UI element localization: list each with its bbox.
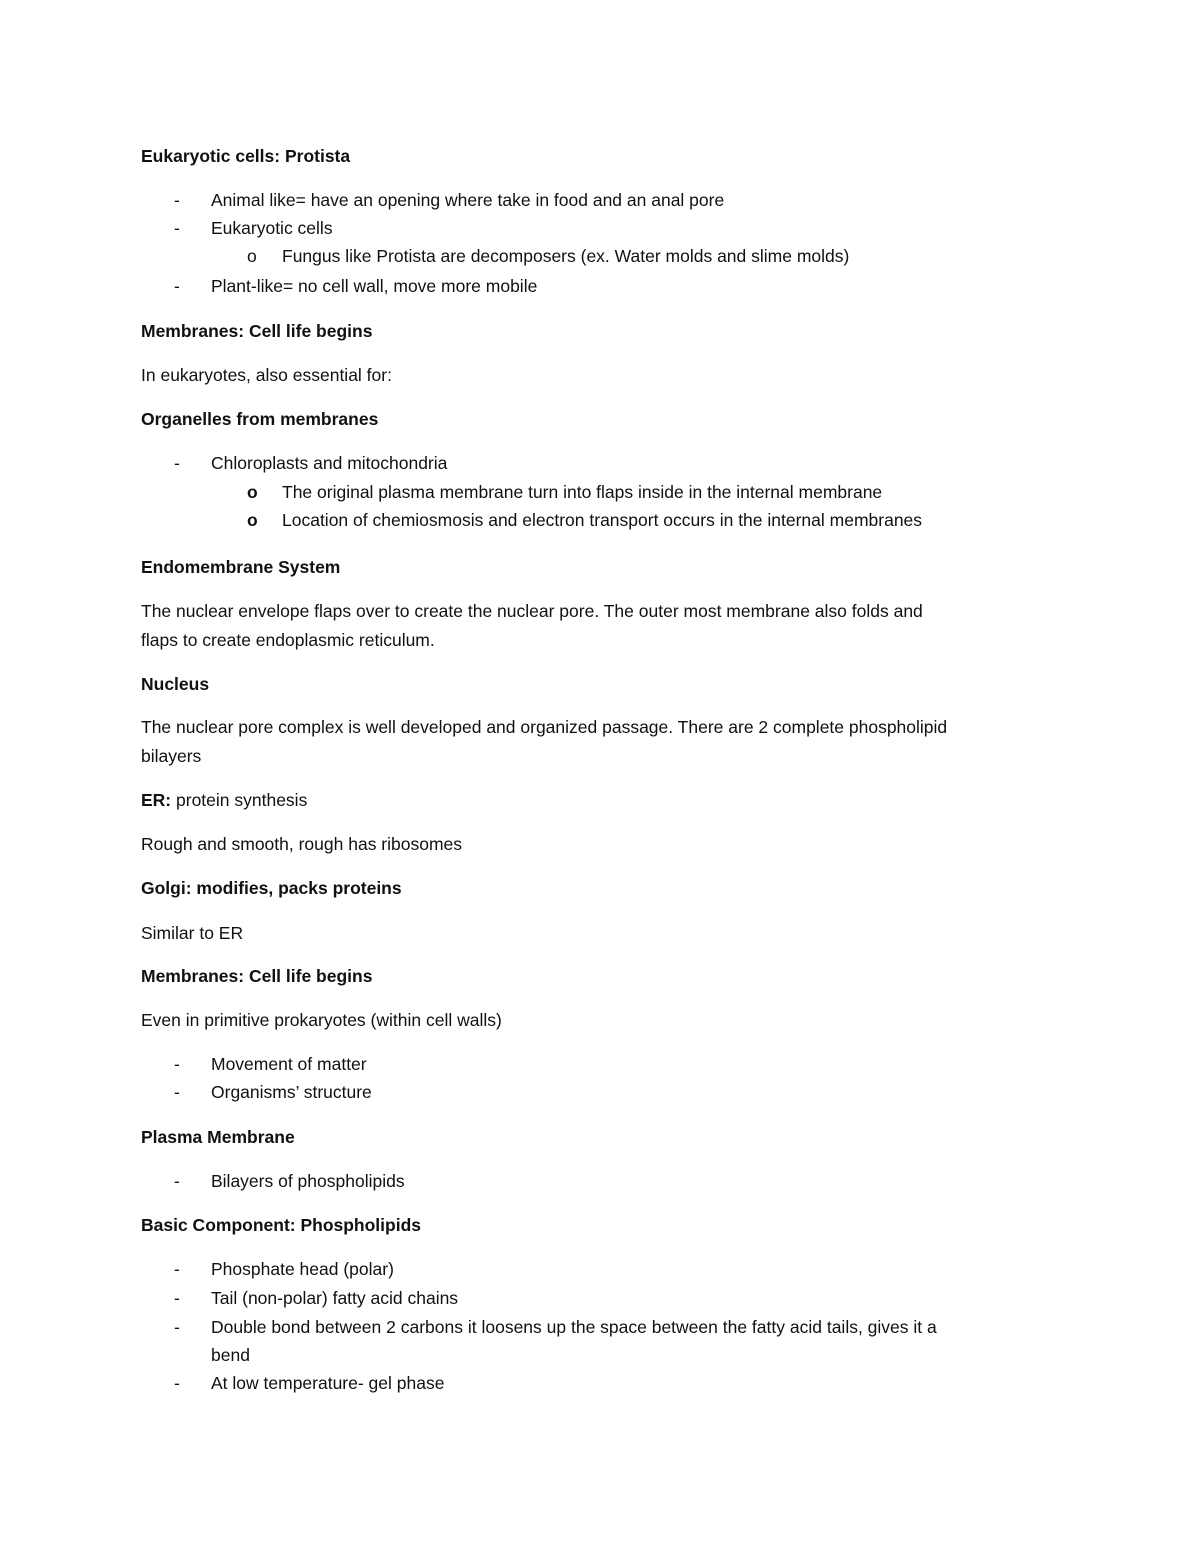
- bullet-dash: -: [174, 1054, 180, 1074]
- sub-bullet-chemiosmosis: Location of chemiosmosis and electron transport occurs in the internal membranes: [282, 510, 923, 530]
- bullet-low-temperature: At low temperature- gel phase: [211, 1373, 445, 1393]
- bullet-eukaryotic-cells: Eukaryotic cells: [211, 218, 333, 238]
- bullet-dash: -: [174, 1082, 180, 1102]
- bullet-animal-like: Animal like= have an opening where take in food and an anal pore: [211, 190, 725, 210]
- bullet-plant-like: Plant-like= no cell wall, move more mobile: [211, 276, 538, 296]
- paragraph-eukaryotes-essential: In eukaryotes, also essential for:: [141, 365, 392, 385]
- sub-bullet-marker: o: [247, 510, 258, 530]
- bullet-phosphate-head: Phosphate head (polar): [211, 1259, 394, 1279]
- bullet-double-bond: Double bond between 2 carbons it loosens up the space between the fatty acid tails, gives it a: [211, 1317, 937, 1337]
- er-description: protein synthesis: [171, 790, 308, 810]
- heading-golgi: Golgi: modifies, packs proteins: [141, 878, 402, 898]
- paragraph-prokaryotes: Even in primitive prokaryotes (within cell walls): [141, 1010, 502, 1030]
- heading-endomembrane: Endomembrane System: [141, 557, 341, 577]
- heading-membranes-cell-life: Membranes: Cell life begins: [141, 321, 373, 341]
- paragraph-endomembrane-line2: flaps to create endoplasmic reticulum.: [141, 630, 435, 650]
- heading-plasma-membrane: Plasma Membrane: [141, 1127, 295, 1147]
- sub-bullet-marker: o: [247, 482, 258, 502]
- heading-nucleus: Nucleus: [141, 674, 210, 694]
- heading-eukaryotic-cells: Eukaryotic cells: Protista: [141, 146, 351, 166]
- bullet-dash: -: [174, 1259, 180, 1279]
- bullet-dash: -: [174, 218, 180, 238]
- paragraph-nucleus-line2: bilayers: [141, 746, 202, 766]
- heading-membranes-cell-life-2: Membranes: Cell life begins: [141, 966, 373, 986]
- bullet-dash: -: [174, 190, 180, 210]
- heading-organelles: Organelles from membranes: [141, 409, 379, 429]
- bullet-dash: -: [174, 1317, 180, 1337]
- er-line: [141, 790, 307, 811]
- bullet-dash: -: [174, 1373, 180, 1393]
- paragraph-similar-to-er: Similar to ER: [141, 923, 244, 943]
- heading-phospholipids: Basic Component: Phospholipids: [141, 1215, 422, 1235]
- paragraph-endomembrane-line1: The nuclear envelope flaps over to create the nuclear pore. The outer most membrane also folds and: [141, 601, 923, 621]
- sub-bullet-fungus-like: Fungus like Protista are decomposers (ex. Water molds and slime molds): [282, 246, 850, 266]
- bullet-double-bond-continued: bend: [211, 1345, 250, 1365]
- paragraph-rough-smooth: Rough and smooth, rough has ribosomes: [141, 834, 463, 854]
- bullet-organisms-structure: Organisms’ structure: [211, 1082, 372, 1102]
- bullet-dash: -: [174, 276, 180, 296]
- bullet-chloroplasts: Chloroplasts and mitochondria: [211, 453, 448, 473]
- sub-bullet-plasma-flaps: The original plasma membrane turn into flaps inside in the internal membrane: [282, 482, 883, 502]
- bullet-tail: Tail (non-polar) fatty acid chains: [211, 1288, 459, 1308]
- bullet-bilayers: Bilayers of phospholipids: [211, 1171, 405, 1191]
- paragraph-nucleus-line1: The nuclear pore complex is well developed and organized passage. There are 2 complete phospholipid: [141, 717, 948, 737]
- sub-bullet-marker: o: [247, 246, 257, 266]
- bullet-dash: -: [174, 1288, 180, 1308]
- bullet-movement-of-matter: Movement of matter: [211, 1054, 367, 1074]
- bullet-dash: -: [174, 453, 180, 473]
- heading-er: ER:: [141, 790, 172, 810]
- bullet-dash: -: [174, 1171, 180, 1191]
